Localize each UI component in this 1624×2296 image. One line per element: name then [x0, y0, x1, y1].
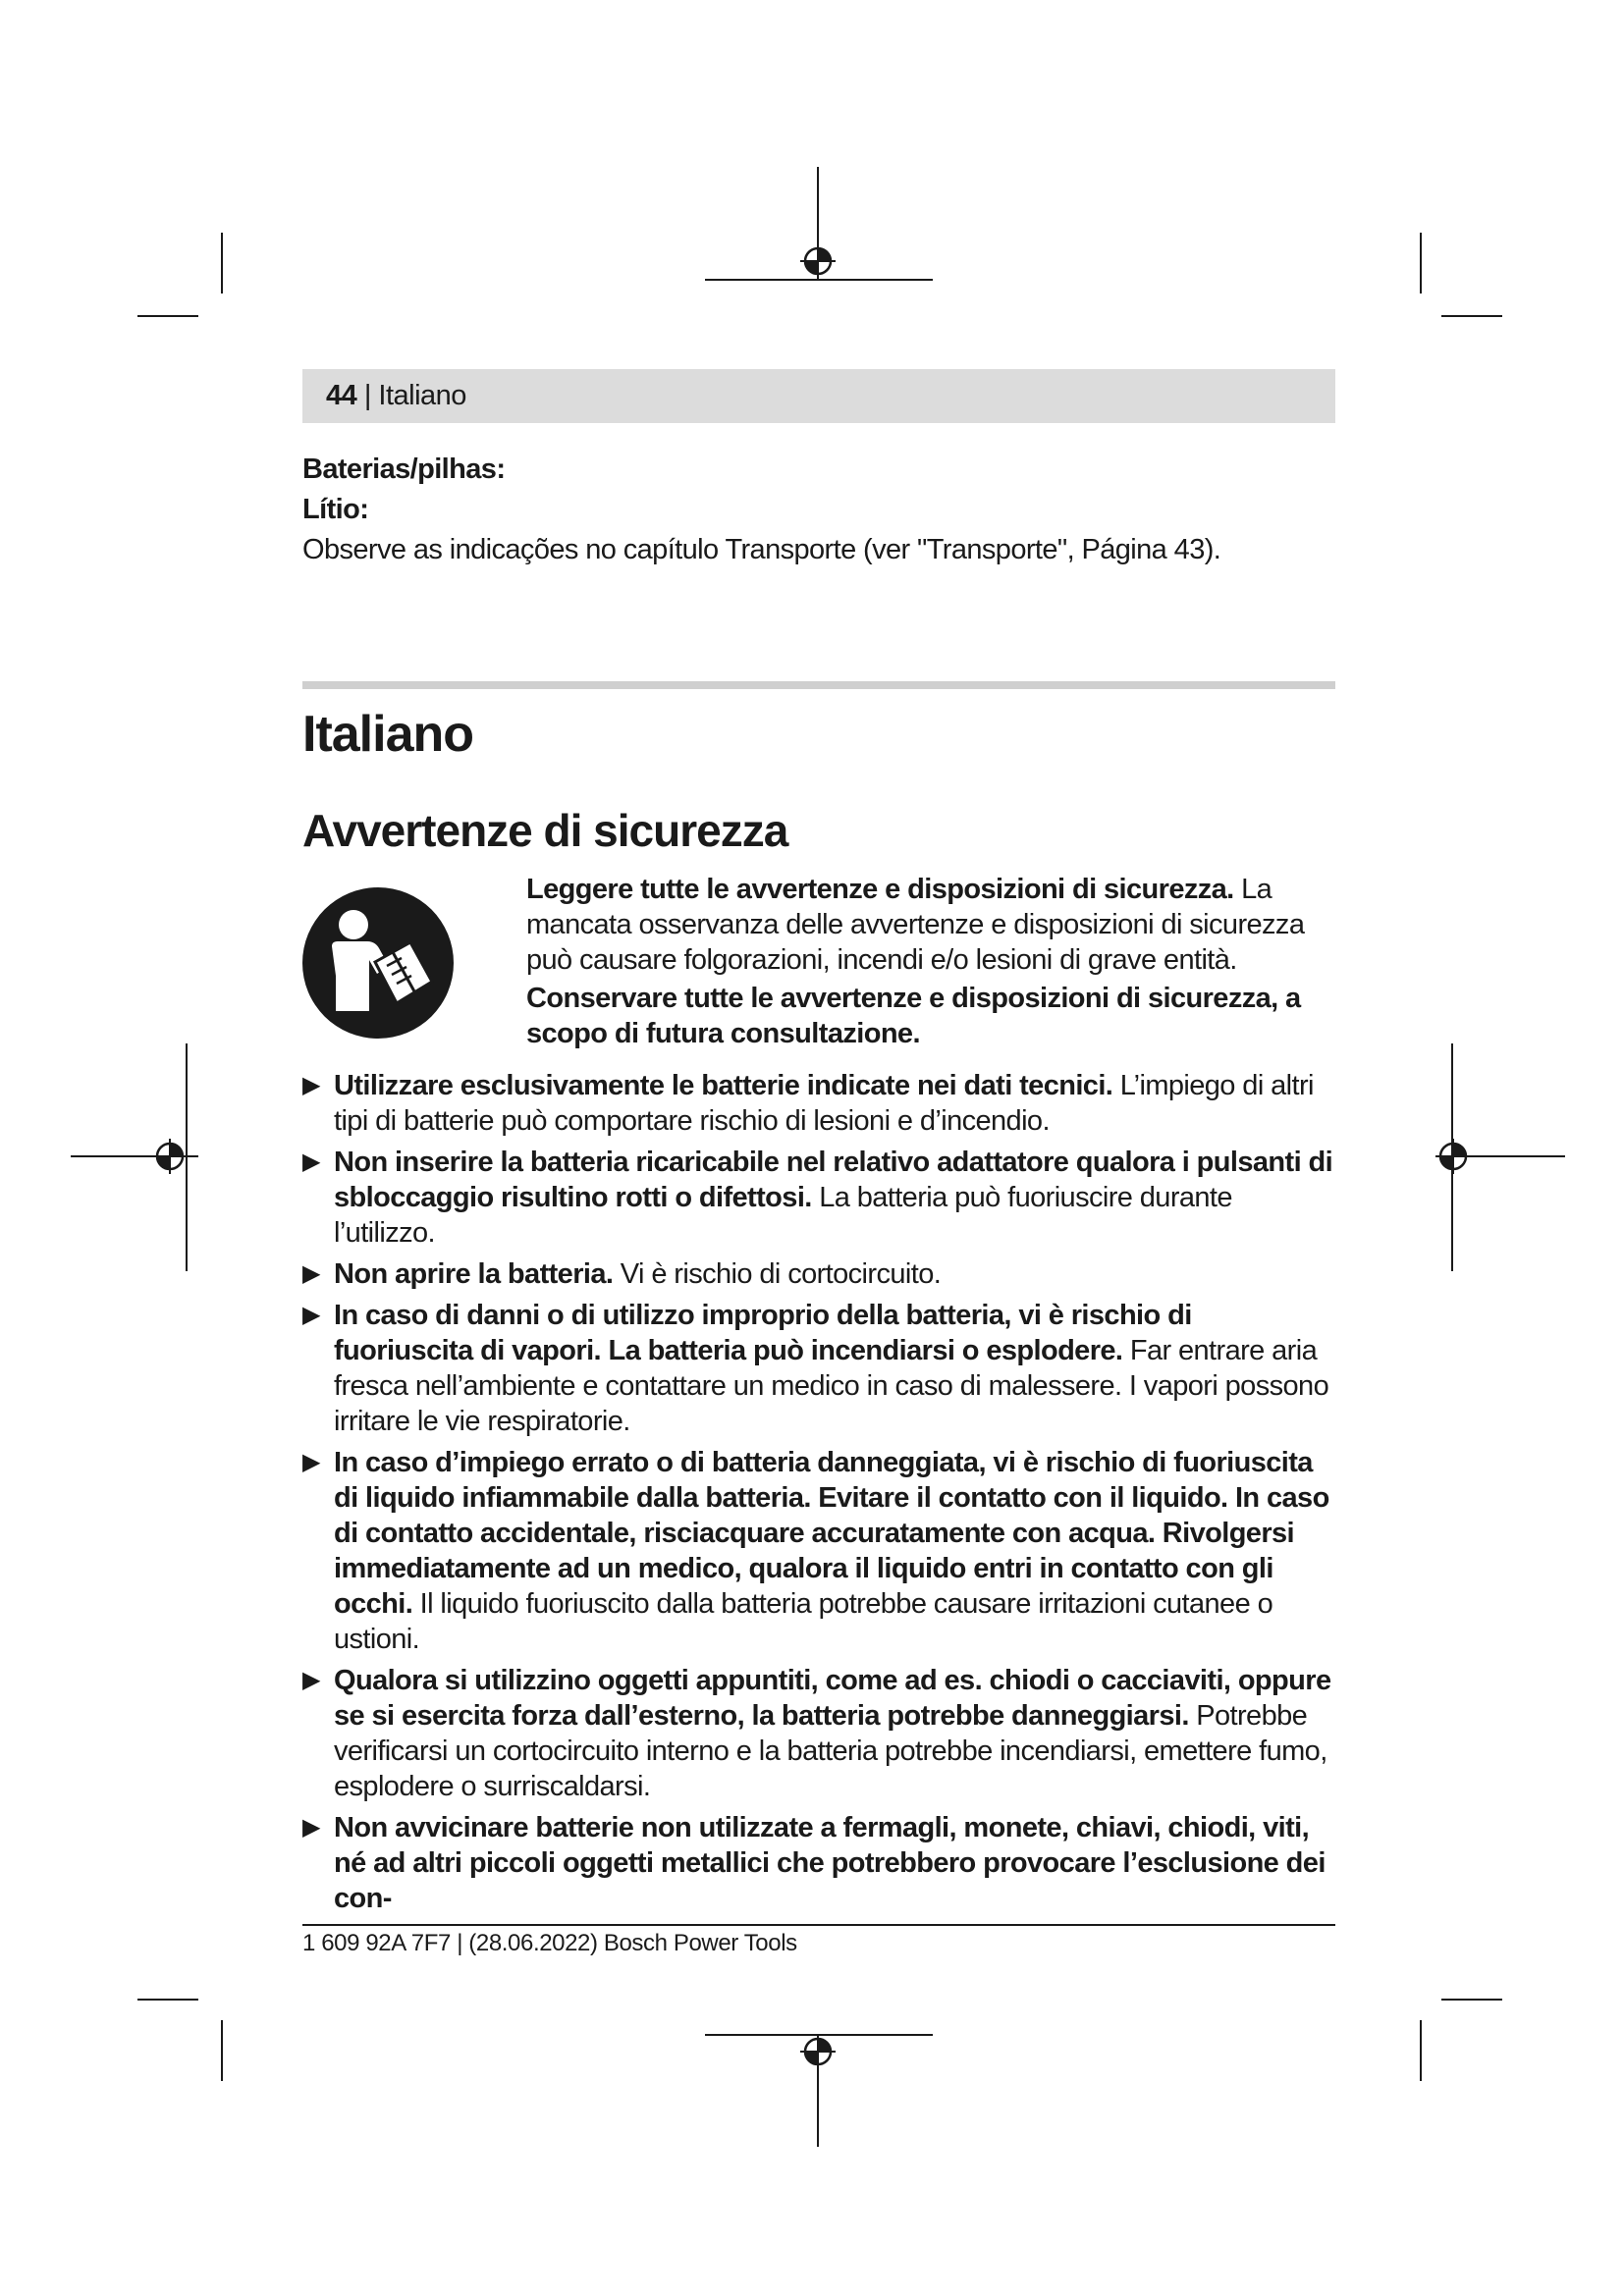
- warning-text: Il liquido fuoriuscito dalla batteria potrebbe causare irritazioni cutanee o ustioni.: [334, 1588, 1273, 1655]
- transport-note: [302, 450, 1335, 570]
- bullet-arrow-icon: ▶: [302, 1302, 320, 1328]
- safety-warning-list: [302, 1068, 1335, 1922]
- bullet-arrow-icon: ▶: [302, 1260, 320, 1287]
- bullet-arrow-icon: ▶: [302, 1814, 320, 1841]
- read-manual-icon: [302, 887, 454, 1039]
- warning-bold: In caso di danni o di utilizzo improprio della batteria, vi è rischio di fuoriuscita di vapori. La batteria può incendiarsi o esplodere.: [334, 1300, 1192, 1366]
- bullet-arrow-icon: ▶: [302, 1148, 320, 1175]
- section-heading: Avvertenze di sicurezza: [302, 805, 788, 856]
- warning-bold: Non aprire la batteria.: [334, 1258, 614, 1290]
- registration-mark-icon: [1435, 1139, 1471, 1174]
- page-header: [302, 369, 1335, 423]
- page-header-text: [326, 378, 466, 413]
- warning-text: L’impiego di altri tipi di batterie può comportare rischio di lesioni e d’incendio.: [334, 1070, 1314, 1137]
- warning-bold: Utilizzare esclusivamente le batterie indicate nei dati tecnici.: [334, 1070, 1113, 1101]
- warning-text: La batteria può fuoriuscire durante l’utilizzo.: [334, 1182, 1232, 1249]
- warning-bold: Non avvicinare batterie non utilizzate a fermagli, monete, chiavi, chiodi, viti, né ad altri piccoli oggetti metallici che potrebbero provocare l’esclusione dei con-: [334, 1812, 1326, 1914]
- list-item: [302, 1445, 1335, 1657]
- crop-mark: [1420, 233, 1422, 294]
- list-item: [302, 1298, 1335, 1439]
- warning-text: Far entrare aria fresca nell’ambiente e contattare un medico in caso di malessere. I vapori possono irritare le vie respiratorie.: [334, 1335, 1329, 1437]
- intro-keep-instructions: Conservare tutte le avvertenze e disposizioni di sicurezza, a scopo di futura consultazione.: [526, 983, 1301, 1049]
- language-heading: Italiano: [302, 706, 474, 763]
- list-item: [302, 1810, 1335, 1916]
- crop-mark: [137, 315, 198, 317]
- crop-mark: [1441, 1999, 1502, 2001]
- lithium-label: Lítio:: [302, 494, 369, 525]
- page-number: 44: [326, 380, 357, 411]
- list-item: [302, 1068, 1335, 1139]
- registration-mark-icon: [800, 2034, 836, 2069]
- section-divider: [302, 681, 1335, 689]
- bullet-arrow-icon: ▶: [302, 1667, 320, 1693]
- intro-paragraph: [526, 872, 1333, 978]
- transport-note-text: Observe as indicações no capítulo Transporte (ver "Transporte", Página 43).: [302, 534, 1221, 565]
- intro-block: [526, 872, 1333, 1054]
- bullet-arrow-icon: ▶: [302, 1449, 320, 1475]
- warning-bold: Non inserire la batteria ricaricabile nel relativo adattatore qualora i pulsanti di sbloccaggio risultino rotti o difettosi.: [334, 1147, 1333, 1213]
- header-section: Italiano: [378, 380, 466, 411]
- warning-text: Potrebbe verificarsi un cortocircuito interno e la batteria potrebbe incendiarsi, emettere fumo, esplodere o surriscaldarsi.: [334, 1700, 1327, 1802]
- warning-text: Vi è rischio di cortocircuito.: [613, 1258, 942, 1290]
- crop-mark: [137, 1999, 198, 2001]
- warning-bold: Qualora si utilizzino oggetti appuntiti, come ad es. chiodi o cacciaviti, oppure se si esercita forza dall’esterno, la batteria potrebbe danneggiarsi.: [334, 1665, 1331, 1732]
- crop-mark: [705, 279, 933, 281]
- list-item: [302, 1256, 1335, 1292]
- registration-mark-icon: [152, 1139, 188, 1174]
- page-footer: 1 609 92A 7F7 | (28.06.2022) Bosch Power Tools: [302, 1930, 797, 1956]
- footer-divider: [302, 1924, 1335, 1926]
- intro-text: La mancata osservanza delle avvertenze e disposizioni di sicurezza può causare folgorazioni, incendi e/o lesioni di grave entità.: [526, 874, 1305, 976]
- bullet-arrow-icon: ▶: [302, 1072, 320, 1098]
- intro-bold: Leggere tutte le avvertenze e disposizioni di sicurezza.: [526, 874, 1234, 905]
- list-item: [302, 1663, 1335, 1804]
- crop-mark: [1420, 2020, 1422, 2081]
- batteries-label: Baterias/pilhas:: [302, 454, 506, 485]
- crop-mark: [1441, 315, 1502, 317]
- crop-mark: [221, 2020, 223, 2081]
- registration-mark-icon: [800, 243, 836, 279]
- list-item: [302, 1145, 1335, 1251]
- crop-mark: [221, 233, 223, 294]
- header-separator: |: [356, 380, 379, 411]
- warning-bold: In caso d’impiego errato o di batteria danneggiata, vi è rischio di fuoriuscita di liquido infiammabile dalla batteria. Evitare il contatto con il liquido. In caso di contatto accidentale, risciacquare accuratamente con acqua. Rivolgersi immediatamente ad un medico, qualora il liquido entri in contatto con gli occhi.: [334, 1447, 1329, 1620]
